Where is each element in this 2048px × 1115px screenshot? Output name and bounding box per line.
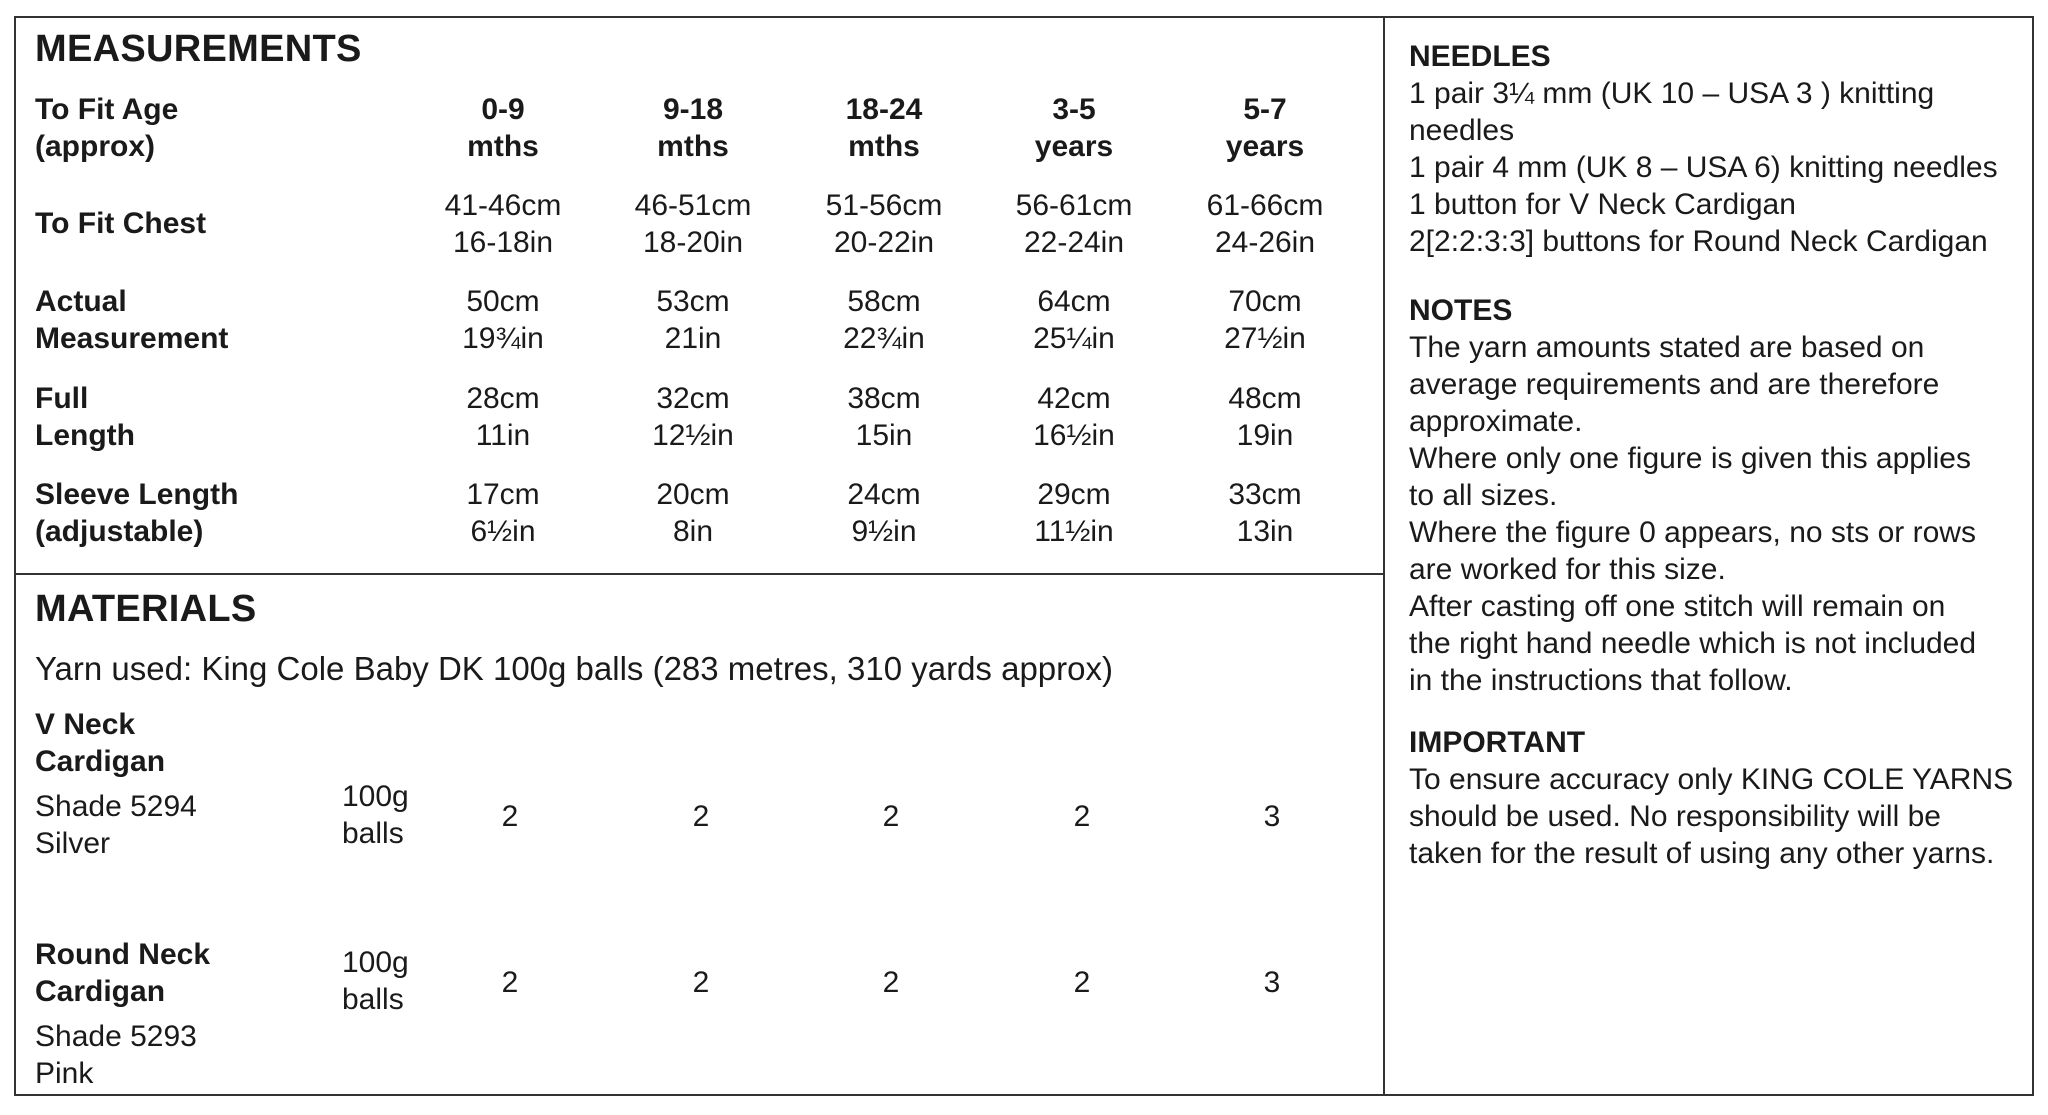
qty-cell: 2 — [1073, 966, 1091, 999]
qty-cell: 2 — [882, 966, 900, 999]
table-cell — [408, 283, 598, 357]
cell-cm: 20cm — [656, 478, 730, 511]
shade-name: Pink — [35, 1057, 94, 1090]
shade-number: Shade 5294 — [35, 790, 197, 823]
cell-in: 6½in — [470, 515, 536, 548]
cell-in: 9½in — [851, 515, 917, 548]
qty-cell: 2 — [692, 800, 710, 833]
cell-cm: 53cm — [656, 285, 730, 318]
unit-type: balls — [342, 817, 404, 850]
cell-cm: 51-56cm — [825, 189, 943, 222]
size-header — [1170, 91, 1360, 165]
age-label-line1: To Fit Age — [35, 93, 179, 126]
age-label — [35, 91, 178, 165]
table-cell — [1170, 283, 1360, 357]
table-cell — [598, 187, 788, 261]
important-title: IMPORTANT — [1409, 726, 1586, 759]
cell-cm: 32cm — [656, 382, 730, 415]
cell-in: 25¼in — [1033, 322, 1115, 355]
size-header-line1: 3-5 — [1052, 93, 1096, 126]
notes-section — [1409, 286, 2019, 699]
size-header-line2: mths — [467, 130, 539, 163]
row-label-line2: Length — [35, 419, 135, 452]
cell-in: 19in — [1236, 419, 1294, 452]
notes-line: Where the figure 0 appears, no sts or rows — [1409, 516, 1976, 549]
size-header — [408, 91, 598, 165]
table-cell — [598, 476, 788, 550]
cell-cm: 64cm — [1037, 285, 1111, 318]
cell-cm: 17cm — [466, 478, 540, 511]
table-cell — [979, 283, 1169, 357]
item-unit — [342, 778, 409, 852]
row-label-line1: Actual — [35, 285, 127, 318]
qty-cell: 3 — [1263, 800, 1281, 833]
table-cell — [1170, 187, 1360, 261]
table-cell — [1170, 476, 1360, 550]
column-divider — [1383, 16, 1385, 1096]
cell-in: 12½in — [652, 419, 734, 452]
qty-cell: 2 — [692, 966, 710, 999]
needles-title: NEEDLES — [1409, 40, 1551, 73]
size-header-line1: 18-24 — [845, 93, 923, 126]
notes-line: in the instructions that follow. — [1409, 664, 1793, 697]
row-label-line1: Sleeve Length — [35, 478, 239, 511]
qty-cell: 2 — [501, 966, 519, 999]
unit-weight: 100g — [342, 946, 409, 979]
unit-weight: 100g — [342, 780, 409, 813]
size-header — [979, 91, 1169, 165]
needles-line: 1 pair 4 mm (UK 8 – USA 6) knitting needles — [1409, 151, 1998, 184]
cell-cm: 46-51cm — [634, 189, 752, 222]
shade-number: Shade 5293 — [35, 1020, 197, 1053]
cell-cm: 50cm — [466, 285, 540, 318]
table-cell — [979, 380, 1169, 454]
section-divider — [14, 573, 1384, 575]
size-header-line2: years — [1225, 130, 1305, 163]
cell-in: 15in — [855, 419, 913, 452]
item-name-line2: Cardigan — [35, 975, 166, 1008]
cell-cm: 28cm — [466, 382, 540, 415]
item-unit — [342, 944, 409, 1018]
cell-in: 22¾in — [843, 322, 925, 355]
cell-in: 16-18in — [452, 226, 554, 259]
qty-cell: 2 — [1073, 800, 1091, 833]
table-cell — [979, 476, 1169, 550]
size-header-line1: 9-18 — [662, 93, 724, 126]
cell-cm: 24cm — [847, 478, 921, 511]
row-label — [35, 283, 228, 357]
size-header-line2: years — [1034, 130, 1114, 163]
item-name — [35, 936, 210, 1010]
needles-line: needles — [1409, 114, 1515, 147]
table-cell — [598, 380, 788, 454]
row-label — [35, 380, 135, 454]
needles-line: 1 pair 3¼ mm (UK 10 – USA 3 ) knitting — [1409, 77, 1935, 110]
notes-line: average requirements and are therefore — [1409, 368, 1940, 401]
qty-cell: 3 — [1263, 966, 1281, 999]
item-name-line1: V Neck — [35, 708, 136, 741]
qty-cell: 2 — [501, 800, 519, 833]
important-line: should be used. No responsibility will be — [1409, 800, 1941, 833]
needles-section — [1409, 32, 2019, 260]
cell-cm: 61-66cm — [1206, 189, 1324, 222]
table-cell — [789, 283, 979, 357]
notes-line: After casting off one stitch will remain on — [1409, 590, 1946, 623]
size-header-line2: mths — [657, 130, 729, 163]
row-label-line1: Full — [35, 382, 89, 415]
size-header-line1: 5-7 — [1243, 93, 1287, 126]
notes-line: the right hand needle which is not included — [1409, 627, 1977, 660]
table-cell — [408, 380, 598, 454]
table-cell — [789, 187, 979, 261]
cell-cm: 70cm — [1228, 285, 1302, 318]
important-section — [1409, 718, 2019, 872]
table-cell — [979, 187, 1169, 261]
table-cell — [1170, 380, 1360, 454]
table-cell — [408, 476, 598, 550]
row-label-line2: (adjustable) — [35, 515, 204, 548]
cell-in: 27½in — [1224, 322, 1306, 355]
needles-line: 2[2:2:3:3] buttons for Round Neck Cardigan — [1409, 225, 1988, 258]
row-label: To Fit Chest — [35, 207, 207, 240]
cell-in: 19¾in — [462, 322, 544, 355]
needles-line: 1 button for V Neck Cardigan — [1409, 188, 1796, 221]
cell-in: 24-26in — [1214, 226, 1316, 259]
cell-cm: 56-61cm — [1015, 189, 1133, 222]
item-name — [35, 706, 165, 780]
cell-in: 11in — [475, 419, 531, 452]
size-header-line2: mths — [848, 130, 920, 163]
cell-in: 16½in — [1033, 419, 1115, 452]
notes-line: are worked for this size. — [1409, 553, 1726, 586]
item-name-line1: Round Neck — [35, 938, 211, 971]
size-header — [598, 91, 788, 165]
cell-in: 20-22in — [833, 226, 935, 259]
cell-cm: 29cm — [1037, 478, 1111, 511]
size-header-line1: 0-9 — [481, 93, 525, 126]
cell-cm: 42cm — [1037, 382, 1111, 415]
cell-cm: 58cm — [847, 285, 921, 318]
yarn-used: Yarn used: King Cole Baby DK 100g balls (283 metres, 310 yards approx) — [35, 650, 1113, 687]
size-header — [789, 91, 979, 165]
cell-in: 18-20in — [642, 226, 744, 259]
cell-cm: 33cm — [1228, 478, 1302, 511]
notes-title: NOTES — [1409, 294, 1513, 327]
cell-in: 11½in — [1034, 515, 1114, 548]
notes-line: Where only one figure is given this applies — [1409, 442, 1971, 475]
notes-line: The yarn amounts stated are based on — [1409, 331, 1925, 364]
row-label — [35, 476, 238, 550]
cell-cm: 41-46cm — [444, 189, 562, 222]
qty-cell: 2 — [882, 800, 900, 833]
table-cell — [598, 283, 788, 357]
item-name-line2: Cardigan — [35, 745, 166, 778]
cell-in: 21in — [664, 322, 722, 355]
row-label-line2: Measurement — [35, 322, 229, 355]
unit-type: balls — [342, 983, 404, 1016]
notes-line: approximate. — [1409, 405, 1583, 438]
item-shade — [35, 1018, 197, 1092]
cell-in: 13in — [1236, 515, 1294, 548]
cell-cm: 48cm — [1228, 382, 1302, 415]
table-cell — [408, 187, 598, 261]
cell-in: 22-24in — [1023, 226, 1125, 259]
table-cell — [789, 476, 979, 550]
materials-title: MATERIALS — [35, 588, 257, 630]
important-line: To ensure accuracy only KING COLE YARNS — [1409, 763, 2014, 796]
age-label-line2: (approx) — [35, 130, 155, 163]
table-cell — [789, 380, 979, 454]
cell-cm: 38cm — [847, 382, 921, 415]
measurements-title: MEASUREMENTS — [35, 28, 362, 70]
notes-line: to all sizes. — [1409, 479, 1558, 512]
important-line: taken for the result of using any other yarns. — [1409, 837, 1995, 870]
cell-in: 8in — [672, 515, 714, 548]
item-shade — [35, 788, 197, 862]
shade-name: Silver — [35, 827, 111, 860]
